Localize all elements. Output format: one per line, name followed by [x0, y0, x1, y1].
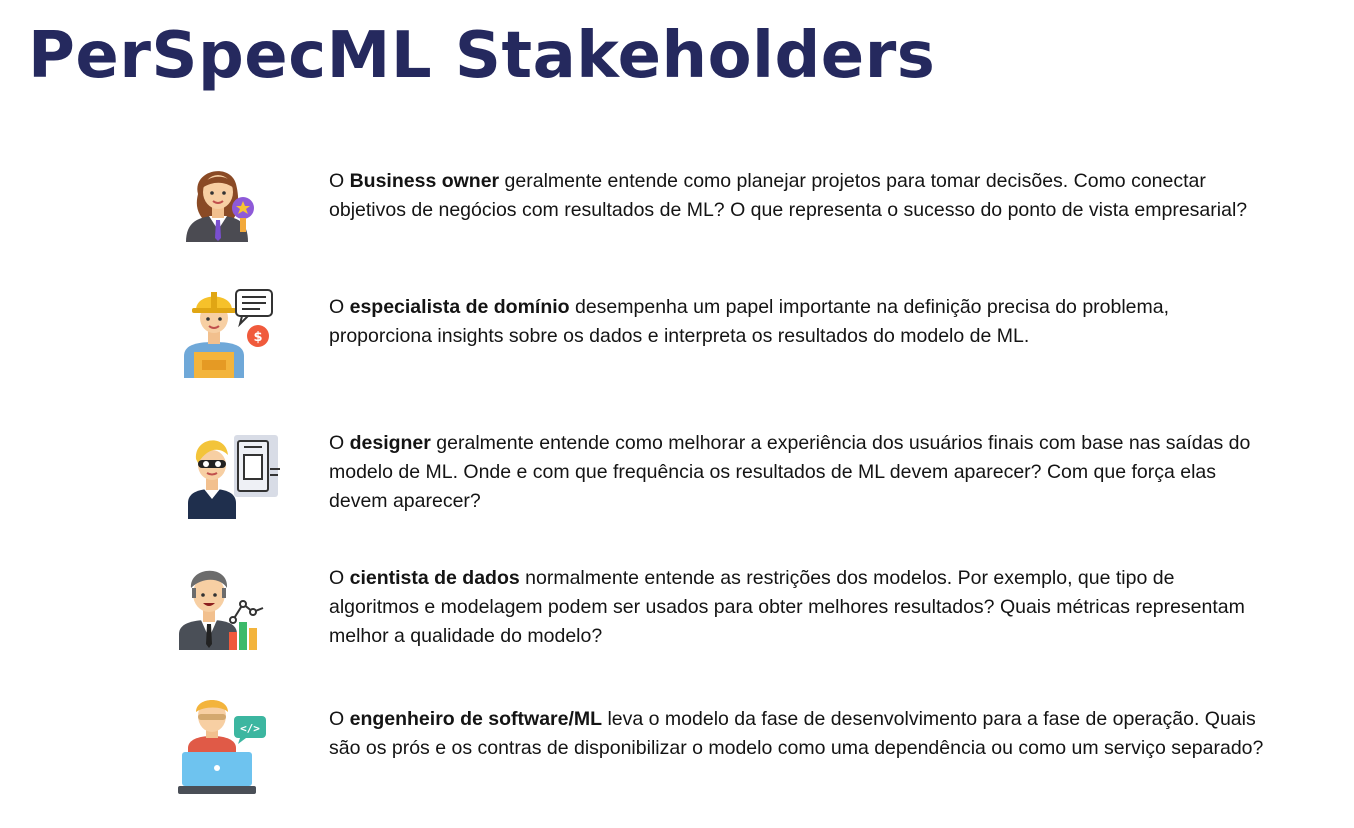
stakeholder-role: designer: [349, 432, 431, 454]
stakeholder-role: Business owner: [349, 170, 500, 192]
page-title: PerSpecML Stakeholders: [28, 19, 936, 93]
business-owner-icon: [182, 160, 260, 242]
stakeholder-description: O cientista de dados normalmente entende as restrições dos modelos. Por exemplo, que tipo de algoritmos e modelagem podem ser usados para obter melhores resultados? Quais métricas representam melhor a qualidade do modelo?: [329, 567, 1245, 647]
domain-expert-icon: [180, 286, 275, 378]
stakeholder-description: O engenheiro de software/ML leva o modelo da fase de desenvolvimento para a fase de operação. Quais são os prós e os contras de disponibilizar o modelo como uma dependência ou como um serviço separado?: [329, 708, 1264, 759]
svg-text:$: $: [253, 330, 263, 345]
svg-text:</>: </>: [240, 722, 260, 735]
designer-icon: [186, 429, 286, 519]
stakeholder-role: engenheiro de software/ML: [349, 708, 603, 730]
data-scientist-icon: [177, 564, 269, 652]
stakeholder-role: cientista de dados: [349, 567, 520, 589]
stakeholder-description: O especialista de domínio desempenha um papel importante na definição precisa do problema, proporciona insights sobre os dados e interpreta os resultados do modelo de ML.: [329, 296, 1170, 347]
stakeholder-description: O designer geralmente entende como melhorar a experiência dos usuários finais com base nas saídas do modelo de ML. Onde e com que frequência os resultados de ML devem aparecer? Com que força elas devem aparecer?: [329, 432, 1251, 512]
software-engineer-icon: [178, 696, 270, 796]
stakeholder-role: especialista de domínio: [349, 296, 570, 318]
stakeholder-description: O Business owner geralmente entende como planejar projetos para tomar decisões. Como conectar objetivos de negócios com resultados de ML? O que representa o sucesso do ponto de vista empresarial?: [329, 170, 1248, 221]
